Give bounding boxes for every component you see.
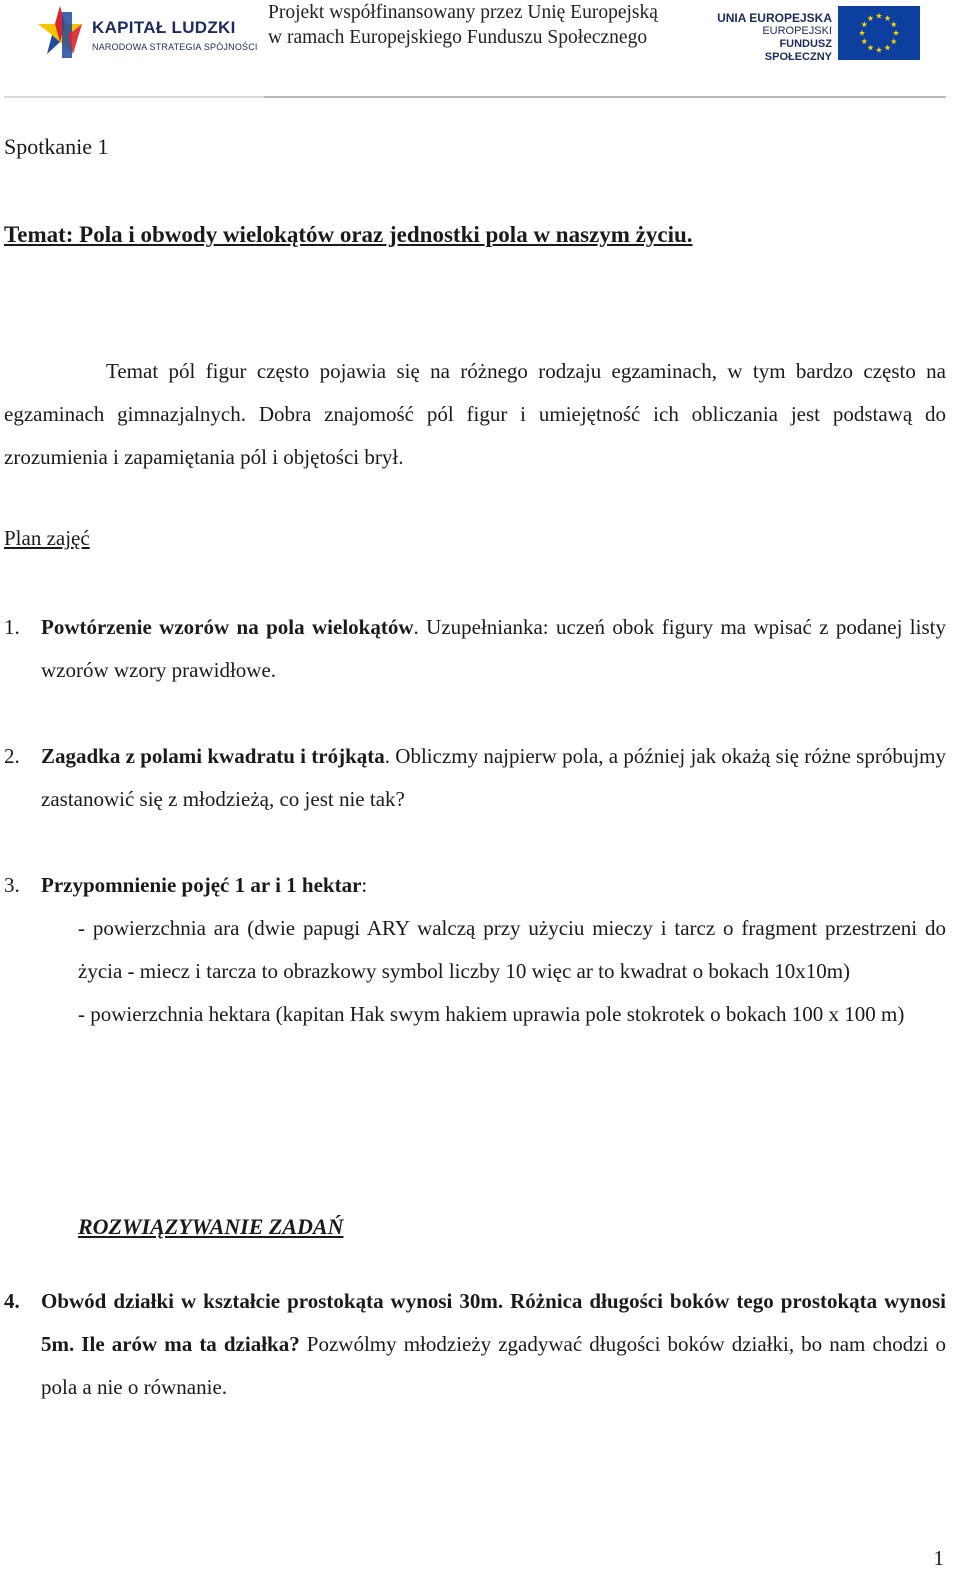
kapital-ludzki-logo: [38, 4, 258, 66]
eu-star-icon: [884, 15, 890, 21]
eu-star-icon: [891, 38, 897, 44]
eu-star-icon: [859, 30, 865, 36]
project-caption: [268, 0, 698, 50]
eu-social-fund-logo: [714, 6, 924, 66]
topic-heading: Temat: Pola i obwody wielokątów oraz jednostki pola w naszym życiu.: [4, 222, 693, 247]
project-caption-line-2: w ramach Europejskiego Funduszu Społecznego: [268, 27, 648, 48]
header-divider-right: [264, 96, 946, 98]
task-note: Pozwólmy młodzieży zgadywać długości boków działki, bo nam chodzi o pola a nie o równanie.: [41, 1332, 946, 1399]
plan-item-2: [4, 735, 946, 821]
eu-logo-line-2: EUROPEJSKI: [762, 25, 832, 37]
eu-star-icon: [861, 38, 867, 44]
plan-item-number: 1.: [4, 615, 20, 639]
plan-item-number: 3.: [4, 873, 20, 897]
eu-logo-line-1: UNIA EUROPEJSKA: [717, 11, 832, 25]
eu-logo-line-3: FUNDUSZ SPOŁECZNY: [764, 38, 832, 63]
meeting-label: Spotkanie 1: [4, 134, 109, 159]
plan-item-text: :: [361, 873, 368, 897]
kapital-ludzki-subtitle: NARODOWA STRATEGIA SPÓJNOŚCI: [92, 42, 258, 52]
eu-star-icon: [867, 15, 873, 21]
intro-paragraph: Temat pól figur często pojawia się na różnego rodzaju egzaminach, w tym bardzo często na egzaminach gimnazjalnych. Dobra znajomość pól figur i umiejętność ich obliczania jest podstawą do zrozumienia i zapamiętania pól i objętości brył.: [4, 359, 946, 469]
task-question: Obwód działki w kształcie prostokąta wynosi 30m. Różnica długości boków tego prostokąta wynosi 5m. Ile arów ma ta działka?: [41, 1289, 946, 1356]
kapital-ludzki-star-icon: [38, 4, 82, 64]
task-4: [4, 1280, 946, 1409]
plan-item-title: Powtórzenie wzorów na pola wielokątów: [41, 615, 414, 639]
eu-star-icon: [876, 47, 882, 53]
page-header: [0, 0, 960, 100]
eu-star-icon: [884, 45, 890, 51]
eu-star-icon: [867, 45, 873, 51]
header-divider-left: [4, 96, 264, 98]
plan-item-title: Zagadka z polami kwadratu i trójkąta: [41, 744, 385, 768]
eu-star-icon: [876, 13, 882, 19]
task-number: 4.: [4, 1289, 20, 1313]
eu-star-icon: [861, 21, 867, 27]
plan-item-3-detail-hektar: - powierzchnia hektara (kapitan Hak swym hakiem uprawia pole stokrotek o bokach 100 x 100 m): [78, 1002, 905, 1026]
eu-star-icon: [893, 30, 899, 36]
page-number: 1: [933, 1546, 944, 1570]
eu-flag-icon: [838, 6, 920, 60]
plan-item-number: 2.: [4, 744, 20, 768]
plan-item-1: [4, 606, 946, 692]
plan-item-text: . Uzupełnianka: uczeń obok figury ma wpisać z podanej listy wzorów wzory prawidłowe.: [41, 615, 946, 682]
project-caption-line-1: Projekt współfinansowany przez Unię Europejską: [268, 2, 658, 23]
solve-tasks-heading: ROZWIĄZYWANIE ZADAŃ: [78, 1214, 344, 1239]
kapital-ludzki-name: KAPITAŁ LUDZKI: [92, 18, 236, 37]
plan-item-title: Przypomnienie pojęć 1 ar i 1 hektar: [41, 873, 362, 897]
plan-item-text: . Obliczmy najpierw pola, a później jak okażą się różne spróbujmy zastanowić się z młodzieżą, co jest nie tak?: [41, 744, 947, 811]
plan-heading: Plan zajęć: [4, 526, 90, 550]
plan-item-3-detail-ar: - powierzchnia ara (dwie papugi ARY walczą przy użyciu mieczy i tarcz o fragment przestrzeni do życia - miecz i tarcza to obrazkowy symbol liczby 10 więc ar to kwadrat o bokach 10x10m): [78, 916, 946, 983]
plan-item-3: [4, 864, 946, 1036]
eu-logo-text: [714, 12, 832, 64]
eu-star-icon: [891, 21, 897, 27]
